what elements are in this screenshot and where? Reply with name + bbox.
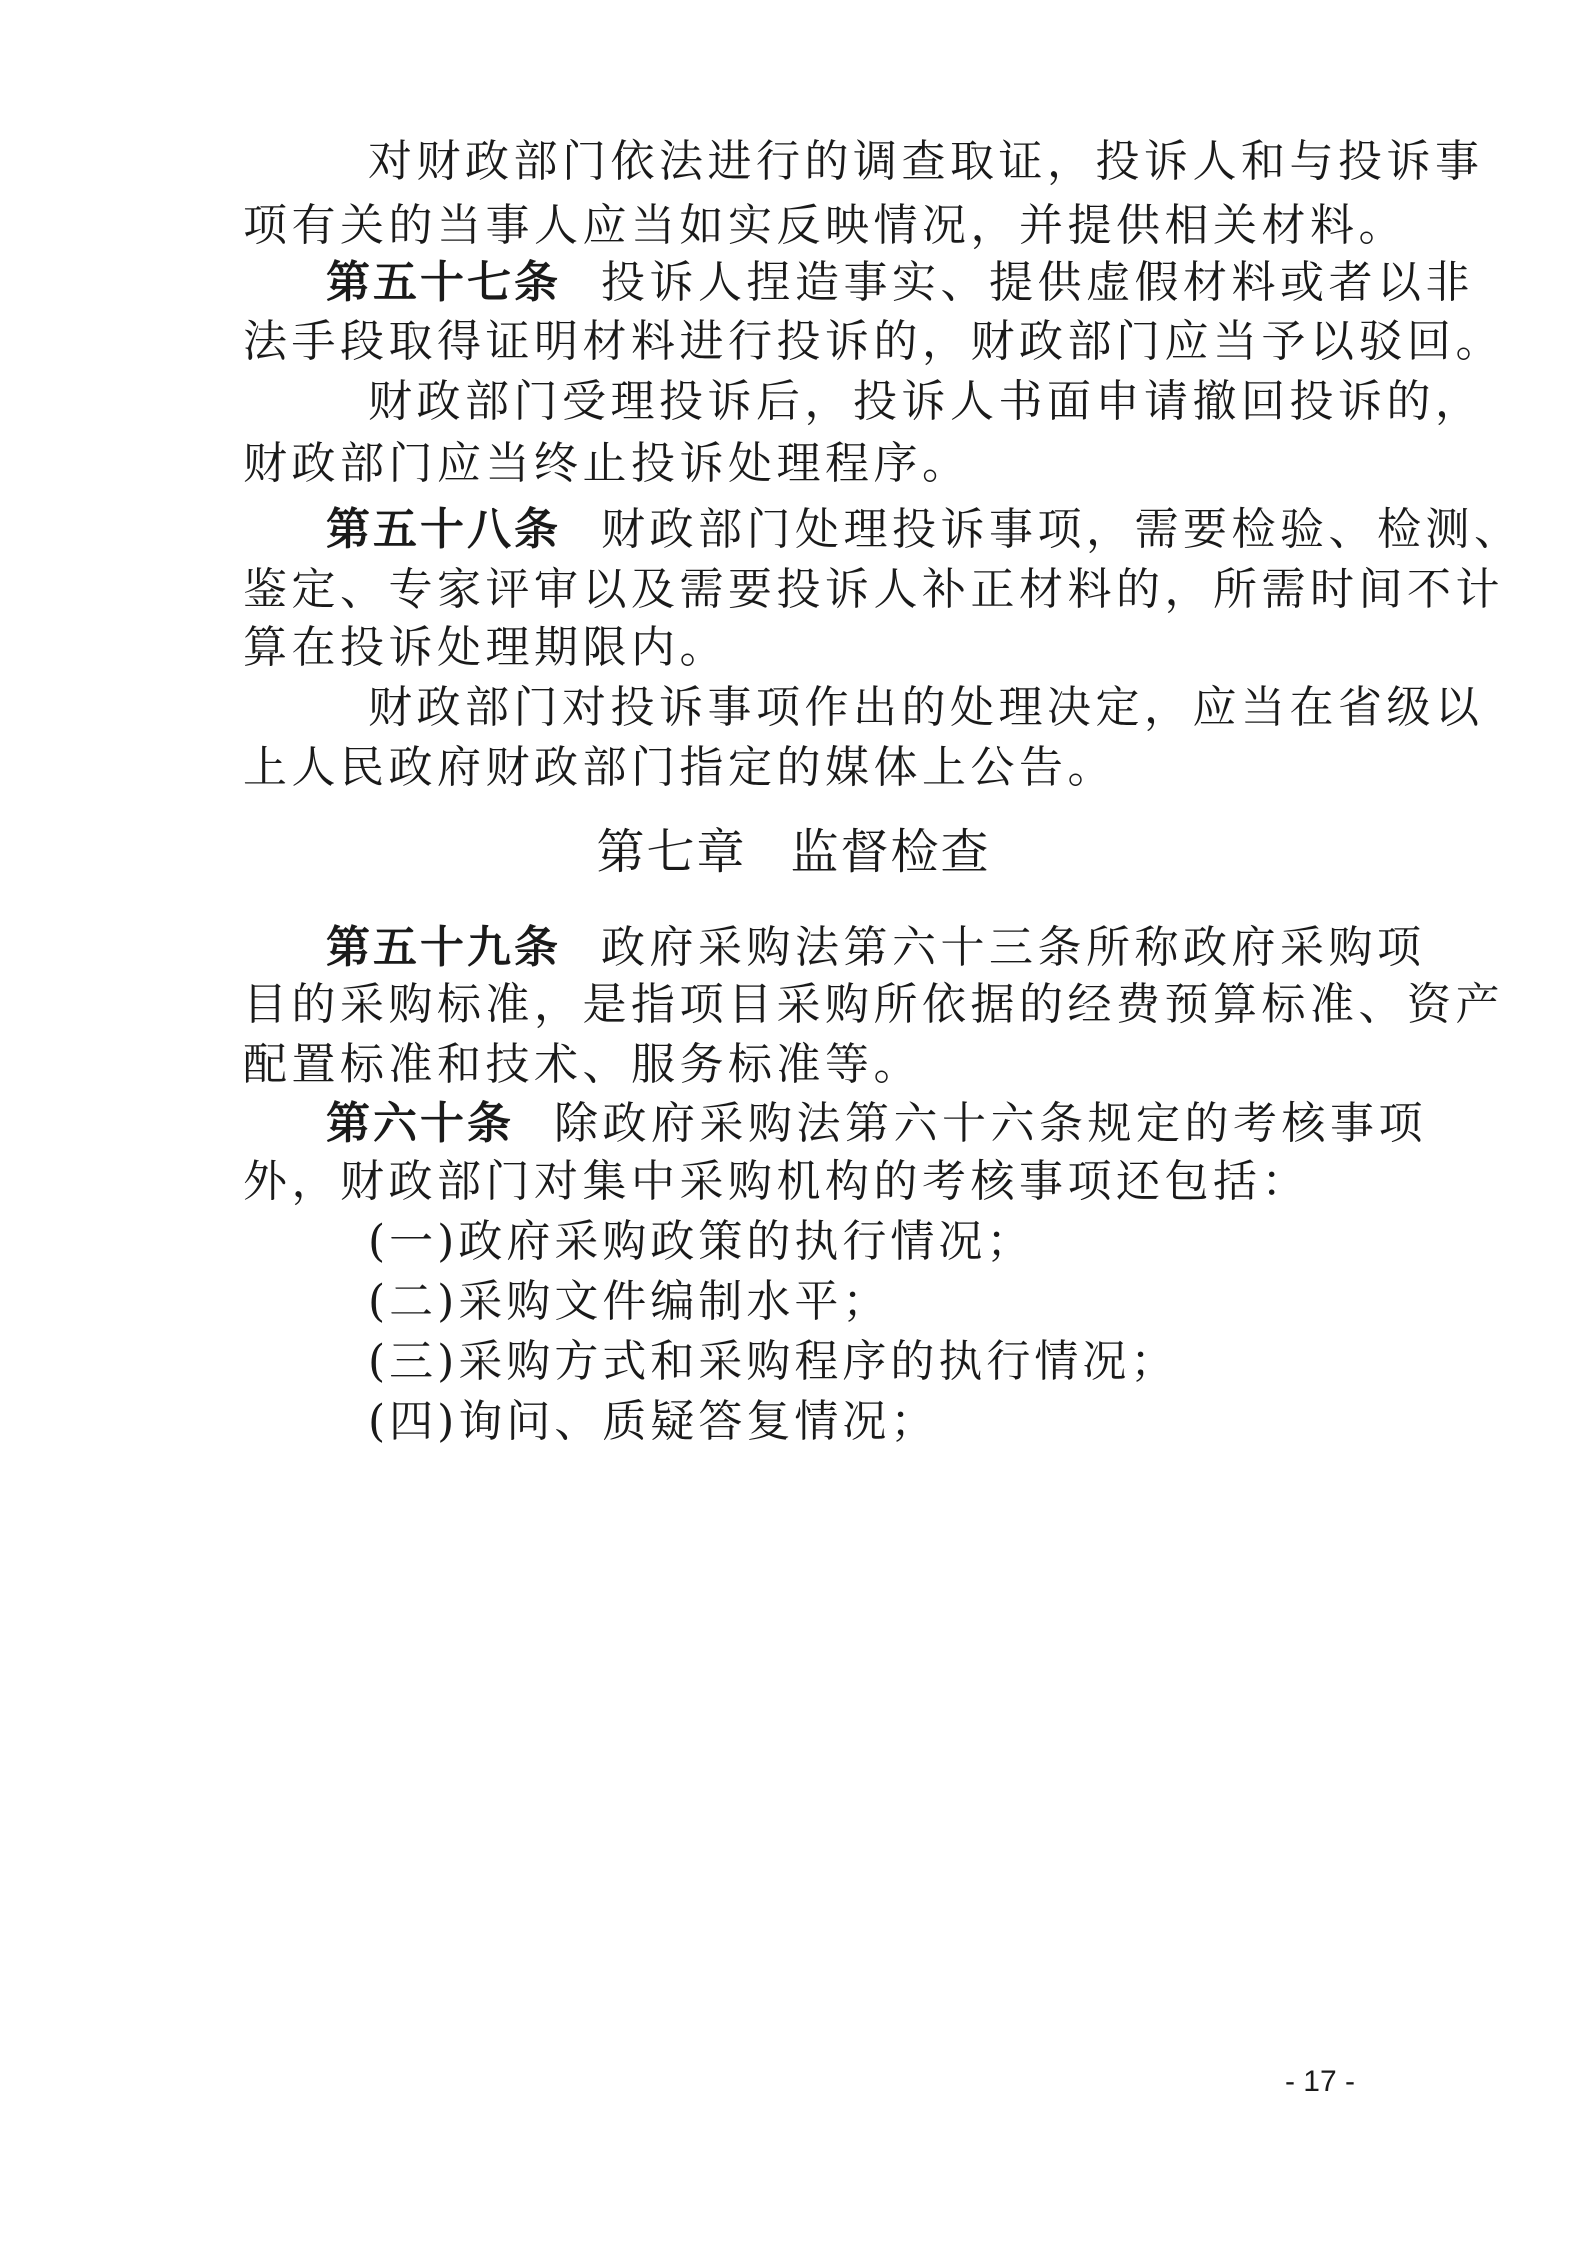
- paragraph-line: 配置标准和技术、服务标准等。: [243, 1039, 922, 1090]
- list-item: (二)采购文件编制水平；: [368, 1276, 891, 1327]
- article-59-text: 政府采购法第六十三条所称政府采购项: [601, 922, 1426, 973]
- paragraph-line: 鉴定、专家评审以及需要投诉人补正材料的，所需时间不计: [243, 564, 1504, 615]
- paragraph-line: 法手段取得证明材料进行投诉的，财政部门应当予以驳回。: [243, 316, 1504, 367]
- paragraph-line: 外，财政部门对集中采购机构的考核事项还包括：: [243, 1156, 1310, 1207]
- article-60-text: 除政府采购法第六十六条规定的考核事项: [554, 1098, 1427, 1149]
- paragraph-line: 财政部门受理投诉后，投诉人书面申请撤回投诉的，: [368, 376, 1484, 427]
- list-item: (一)政府采购政策的执行情况；: [368, 1216, 1035, 1267]
- paragraph-line: 项有关的当事人应当如实反映情况，并提供相关材料。: [243, 200, 1407, 251]
- article-57-text: 投诉人捏造事实、提供虚假材料或者以非: [601, 257, 1474, 308]
- article-60-line: [326, 1094, 1436, 1154]
- article-58-line: [326, 500, 1523, 560]
- article-57-line: [326, 253, 1474, 313]
- chapter-title: 监督检查: [790, 824, 991, 880]
- paragraph-line: 算在投诉处理期限内。: [243, 622, 728, 673]
- list-item: (四)询问、质疑答复情况；: [368, 1396, 939, 1447]
- paragraph-line: 对财政部门依法进行的调查取证，投诉人和与投诉事: [368, 136, 1484, 187]
- paragraph-line: 财政部门对投诉事项作出的处理决定，应当在省级以: [368, 682, 1484, 733]
- page-number: - 17 -: [1284, 2065, 1355, 2098]
- article-57-label: 第五十七条: [326, 257, 561, 308]
- article-59-label: 第五十九条: [326, 922, 561, 973]
- article-59-line: [326, 918, 1436, 978]
- list-item: (三)采购方式和采购程序的执行情况；: [368, 1336, 1179, 1387]
- chapter-number: 第七章: [596, 824, 747, 880]
- paragraph-line: 上人民政府财政部门指定的媒体上公告。: [243, 742, 1116, 793]
- paragraph-line: 财政部门应当终止投诉处理程序。: [243, 438, 971, 489]
- article-58-label: 第五十八条: [326, 504, 561, 555]
- article-58-text: 财政部门处理投诉事项，需要检验、检测、: [601, 504, 1523, 555]
- paragraph-line: 目的采购标准，是指项目采购所依据的经费预算标准、资产: [243, 979, 1504, 1030]
- article-60-label: 第六十条: [326, 1098, 514, 1149]
- chapter-heading: [0, 822, 1587, 882]
